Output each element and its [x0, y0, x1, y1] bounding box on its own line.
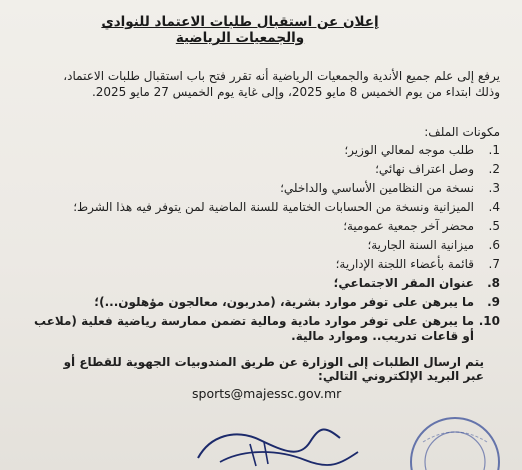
item-number: 8.	[487, 276, 500, 290]
official-stamp	[395, 412, 515, 470]
intro-paragraph	[30, 68, 500, 100]
item-text: ميزانية السنة الجارية؛	[367, 238, 474, 252]
list-item	[30, 143, 500, 158]
list-item	[30, 181, 500, 196]
list-item	[30, 162, 500, 177]
components-list	[30, 143, 500, 348]
item-number: 10.	[478, 314, 500, 328]
item-number: 4.	[488, 200, 500, 214]
components-label: مكونات الملف:	[424, 125, 500, 139]
item-text: ما يبرهن على توفر موارد بشرية، (مدربون، معالجون مؤهلون...)؛	[94, 295, 474, 309]
item-text: وصل اعتراف نهائي؛	[375, 162, 474, 176]
item-number: 2.	[488, 162, 500, 176]
item-number: 6.	[488, 238, 500, 252]
list-item	[30, 238, 500, 253]
intro-line: وذلك ابتداء من يوم الخميس 8 مايو 2025، وإلى غاية يوم الخميس 27 مايو 2025.	[91, 85, 500, 99]
item-number: 3.	[488, 181, 500, 195]
list-item	[30, 314, 500, 344]
submission-note: يتم ارسال الطلبات إلى الوزارة عن طريق المندوبيات الجهوية للقطاع أو عبر البريد الإلكتروني التالي:	[63, 355, 484, 383]
item-text: عنوان المقر الاجتماعي؛	[333, 276, 474, 290]
item-text: نسخة من النظامين الأساسي والداخلي؛	[280, 181, 474, 195]
item-text: ما يبرهن على توفر موارد مادية ومالية تضمن ممارسة رياضية فعلية (ملاعب أو قاعات تدريب.. وموارد مالية.	[33, 314, 474, 343]
intro-line: يرفع إلى علم جميع الأندية والجمعيات الرياضية أنه تقرر فتح باب استقبال طلبات الاعتماد،	[63, 69, 500, 83]
contact-email: sports@majessc.gov.mr	[192, 386, 342, 401]
list-item	[30, 295, 500, 310]
item-number: 1.	[488, 143, 500, 157]
item-text: طلب موجه لمعالي الوزير؛	[344, 143, 474, 157]
handwritten-signature	[190, 418, 370, 470]
list-item	[30, 257, 500, 272]
item-text: الميزانية ونسخة من الحسابات الختامية للسنة الماضية لمن يتوفر فيه هذا الشرط؛	[73, 200, 474, 214]
item-text: محضر آخر جمعية عمومية؛	[343, 219, 474, 233]
document-title: إعلان عن استقبال طلبات الاعتماد للنوادي والجمعيات الرياضية	[101, 14, 379, 46]
list-item	[30, 219, 500, 234]
item-number: 5.	[488, 219, 500, 233]
item-number: 7.	[488, 257, 500, 271]
list-item	[30, 276, 500, 291]
item-number: 9.	[487, 295, 500, 309]
item-text: قائمة بأعضاء اللجنة الإدارية؛	[335, 257, 474, 271]
list-item	[30, 200, 500, 215]
